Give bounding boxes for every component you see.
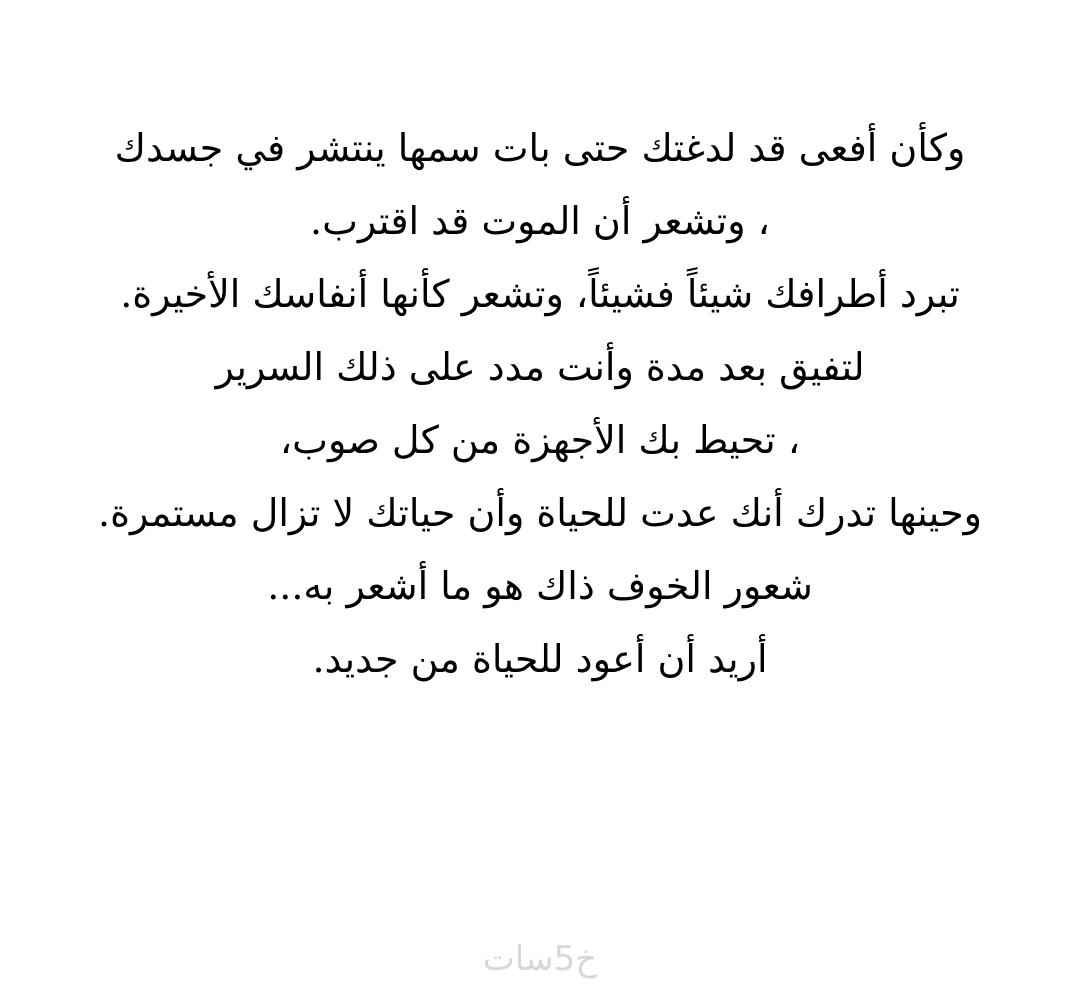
poem-line: ، وتشعر أن الموت قد اقترب.: [310, 199, 770, 243]
poem-line: أريد أن أعود للحياة من جديد.: [312, 637, 768, 681]
poem-line: لتفيق بعد مدة وأنت مدد على ذلك السرير: [215, 345, 865, 389]
khamsat-watermark-logo: خ5سات: [482, 939, 598, 979]
poem-text-block: [0, 112, 1080, 696]
poem-line: تبرد أطرافك شيئاً فشيئاً، وتشعر كأنها أنفاسك الأخيرة.: [120, 272, 960, 316]
poem-line: شعور الخوف ذاك هو ما أشعر به...: [267, 564, 813, 608]
poem-line: وحينها تدرك أنك عدت للحياة وأن حياتك لا تزال مستمرة.: [98, 491, 982, 535]
poem-line: وكأن أفعى قد لدغتك حتى بات سمها ينتشر في جسدك: [114, 126, 966, 170]
poem-line: ، تحيط بك الأجهزة من كل صوب،: [279, 418, 801, 462]
